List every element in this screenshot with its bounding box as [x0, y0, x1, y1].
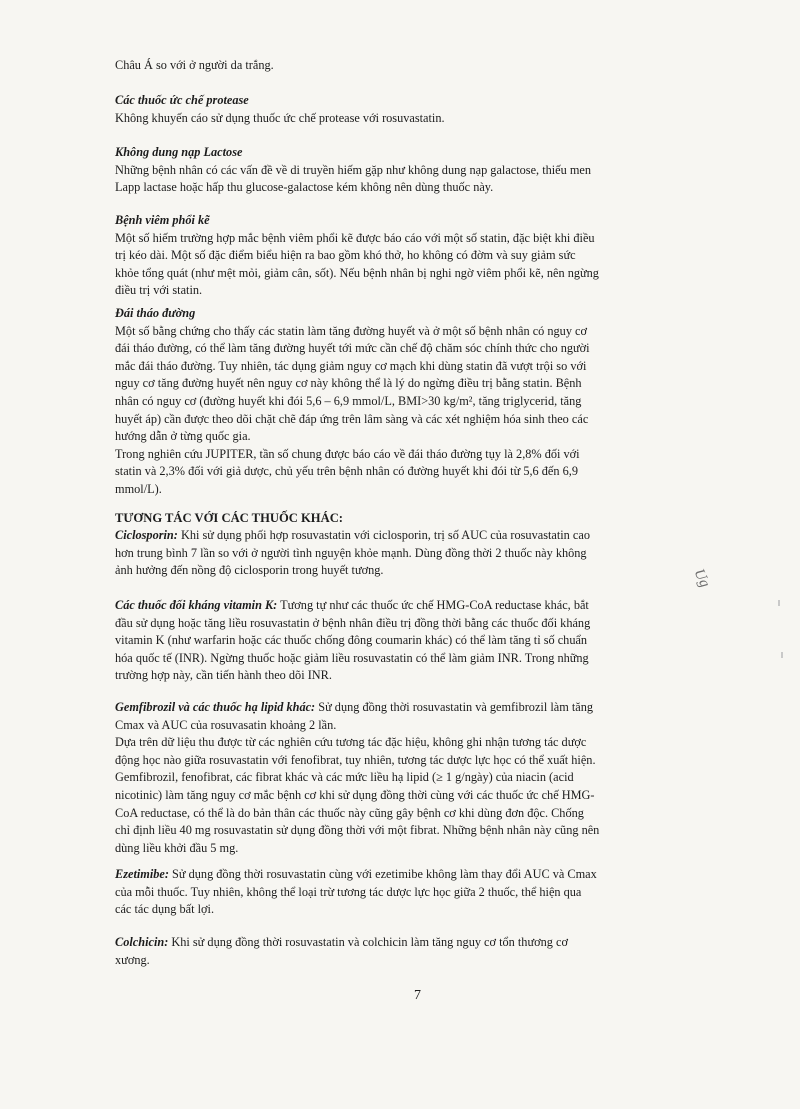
section-lactose: [115, 144, 697, 197]
text-line: Một số bằng chứng cho thấy các statin làm tăng đường huyết và ở một số bệnh nhân có nguy cơ: [115, 323, 588, 338]
page-number: 7: [414, 988, 421, 1003]
text-line: chỉ định liều 40 mg rosuvastatin sử dụng đồng thời với một fibrat. Những bệnh nhân này cũng nên: [115, 823, 600, 838]
section-colchicin: [115, 934, 697, 969]
text-line: hơn trung bình 7 lần so với ở người tình nguyện khỏe mạnh. Dùng đồng thời 2 thuốc này không: [115, 545, 587, 560]
text-line: động học nào giữa rosuvastatin với fenofibrat, tuy nhiên, tương tác dược lực học có thể xuất hiện.: [115, 752, 596, 767]
text-line: đầu sử dụng hoặc tăng liều rosuvastatin ở bệnh nhân điều trị đồng thời bằng các thuốc đối kháng: [115, 615, 591, 630]
text-line: Khi sử dụng đồng thời rosuvastatin và colchicin làm tăng nguy cơ tổn thương cơ: [168, 935, 568, 949]
margin-initials: Ug: [690, 566, 713, 590]
drug-label-vitamin-k: Các thuốc đối kháng vitamin K:: [115, 598, 278, 612]
drug-label-ciclosporin: Ciclosporin:: [115, 528, 178, 542]
section-ezetimibe: [115, 866, 697, 919]
section-title-lactose: Không dung nạp Lactose: [115, 145, 243, 159]
intro-line: Châu Á so với ở người da trắng.: [115, 58, 274, 72]
text-line: Sử dụng đồng thời rosuvastatin và gemfibrozil làm tăng: [315, 700, 594, 714]
text-line: điều trị với statin.: [115, 283, 203, 298]
text-line: vitamin K (như warfarin hoặc các thuốc chống đông coumarin khác) có thể làm tăng tỉ số chuẩn: [115, 633, 588, 648]
section-lung: [115, 212, 697, 300]
text-line: statin và 2,3% đối với giả dược, chủ yếu trên bệnh nhân có đường huyết khi đói từ 5,6 đến 6,9: [115, 464, 578, 479]
text-line: huyết áp) cần được theo dõi chặt chẽ đáp ứng trên lâm sàng và các xét nghiệm hóa sinh theo các: [115, 411, 589, 426]
text-line: Khi sử dụng phối hợp rosuvastatin với ciclosporin, trị số AUC của rosuvastatin cao: [177, 528, 590, 542]
section-title-lung: Bệnh viêm phổi kẽ: [115, 213, 210, 227]
text-line: dùng liều khởi đầu 5 mg.: [115, 840, 239, 855]
text-line: đái tháo đường, có thể làm tăng đường huyết tới mức cần chế độ chăm sóc chính thức cho người: [115, 341, 590, 356]
text-line: khỏe tổng quát (như mệt mỏi, giảm cân, sốt). Nếu bệnh nhân bị nghi ngờ viêm phổi kẽ, nên ngừng: [115, 265, 599, 280]
drug-label-colchicin: Colchicin:: [115, 935, 169, 949]
text-line: Dựa trên dữ liệu thu được từ các nghiên cứu tương tác đặc hiệu, không ghi nhận tương tác dược: [115, 735, 587, 750]
interactions-heading: TƯƠNG TÁC VỚI CÁC THUỐC KHÁC:: [115, 511, 343, 525]
scan-speck: [781, 652, 783, 658]
section-ciclosporin: [115, 527, 697, 580]
drug-label-ezetimibe: Ezetimibe:: [115, 867, 169, 881]
text-line: Lapp lactase hoặc hấp thu glucose-galactose kém không nên dùng thuốc này.: [115, 180, 494, 195]
text-line: mmol/L).: [115, 481, 162, 496]
text-line: ảnh hưởng đến nồng độ ciclosporin trong huyết tương.: [115, 563, 384, 578]
section-title-diabetes: Đái tháo đường: [115, 306, 196, 320]
text-line: Trong nghiên cứu JUPITER, tần số chung được báo cáo về đái tháo đường tụy là 2,8% đối với: [115, 446, 580, 461]
text-line: Gemfibrozil, fenofibrat, các fibrat khác và các mức liều hạ lipid (≥ 1 g/ngày) của niacin (acid: [115, 770, 574, 785]
text-line: CoA reductase, có thể là do bản thân các thuốc này cũng gây bệnh cơ khi dùng đơn độc. Chống: [115, 805, 584, 820]
text-line: trường hợp này, cần tiến hành theo dõi INR.: [115, 668, 332, 683]
drug-label-gemfibrozil: Gemfibrozil và các thuốc hạ lipid khác:: [115, 700, 316, 714]
text-line: xương.: [115, 952, 150, 967]
text-line: hóa quốc tế (INR). Ngừng thuốc hoặc giảm liều rosuvastatin có thể làm giảm INR. Trong những: [115, 650, 589, 665]
section-diabetes: [115, 305, 697, 499]
scan-speck: [778, 600, 780, 606]
section-text-protease: Không khuyến cáo sử dụng thuốc ức chế protease với rosuvastatin.: [115, 110, 445, 125]
text-line: mắc đái tháo đường. Tuy nhiên, tác dụng giảm nguy cơ mạch khi dùng statin đã vượt trội so với: [115, 358, 587, 373]
section-title-protease: Các thuốc ức chế protease: [115, 93, 249, 107]
text-line: Tương tự như các thuốc ức chế HMG-CoA reductase khác, bắt: [277, 598, 589, 612]
text-line: Sử dụng đồng thời rosuvastatin cùng với ezetimibe không làm thay đổi AUC và Cmax: [168, 867, 597, 881]
text-line: Những bệnh nhân có các vấn đề về di truyền hiếm gặp như không dung nạp galactose, thiếu men: [115, 162, 592, 177]
text-line: của mỗi thuốc. Tuy nhiên, không thể loại trừ tương tác dược lực học giữa 2 thuốc, thể hiện qua: [115, 884, 582, 899]
text-line: Cmax và AUC của rosuvasatin khoảng 2 lần.: [115, 717, 337, 732]
text-line: trị kéo dài. Một số đặc điểm biểu hiện ra bao gồm khó thở, ho không có đờm và suy giảm sức: [115, 248, 576, 263]
text-line: nguy cơ tăng đường huyết nên nguy cơ này không thể là lý do ngừng điều trị bằng statin. Bệnh: [115, 376, 582, 391]
section-gemfibrozil: [115, 699, 697, 857]
text-line: nicotinic) làm tăng nguy cơ mắc bệnh cơ khi sử dụng đồng thời cùng với các thuốc ức chế HMG-: [115, 787, 595, 802]
section-protease: [115, 92, 697, 127]
text-line: Một số hiếm trường hợp mắc bệnh viêm phổi kẽ được báo cáo với một số statin, đặc biệt khi điều: [115, 230, 595, 245]
text-line: nhân có nguy cơ (đường huyết khi đói 5,6 – 6,9 mmol/L, BMI>30 kg/m², tăng triglycerid, tăng: [115, 393, 582, 408]
text-line: hướng dẫn ở từng quốc gia.: [115, 429, 251, 444]
section-vitamin-k: [115, 597, 697, 685]
text-line: các tác dụng bất lợi.: [115, 902, 215, 917]
